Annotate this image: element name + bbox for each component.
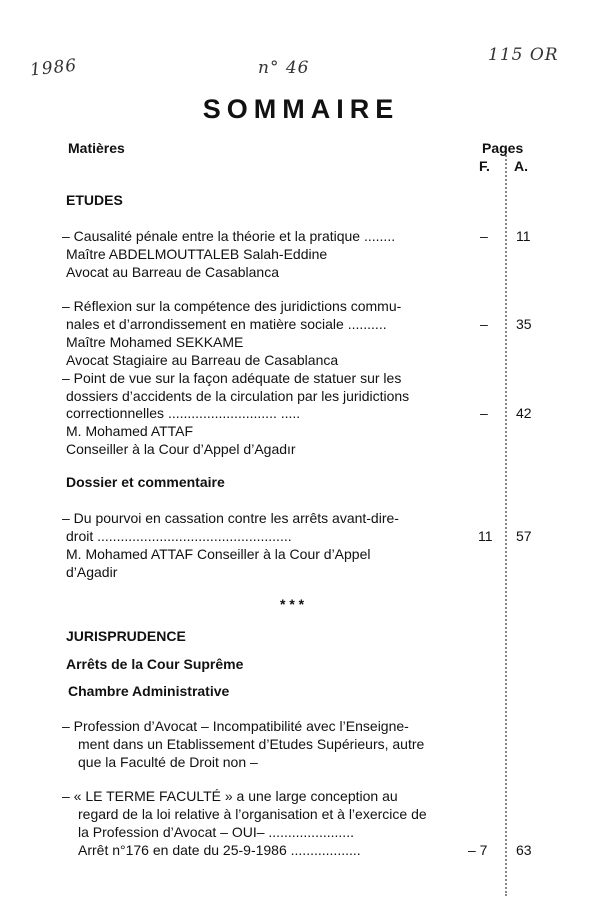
juris-block-2-line-1: – « LE TERME FACULTÉ » a une large conception au [62,788,398,804]
juris-page-f: – 7 [468,842,488,858]
juris-block-1-line-2: ment dans un Etablissement d’Etudes Supérieurs, autre [78,736,425,752]
dossier-page-a: 57 [516,528,532,544]
etudes-item-1-page-f: – [480,228,488,244]
etudes-item-2-line-3: Maître Mohamed SEKKAME [66,334,244,350]
dossier-page-f: 11 [478,528,493,544]
header-col-a: A. [514,158,528,174]
handwritten-issue-number: n° 46 [258,58,310,78]
etudes-item-3-line-5: Conseiller à la Cour d’Appel d’Agadır [66,441,296,457]
page-title: SOMMAIRE [202,94,400,124]
juris-block-2-line-4: Arrêt n°176 en date du 25-9-1986 .................. [78,842,361,858]
etudes-item-3-line-4: M. Mohamed ATTAF [66,423,194,439]
etudes-item-2-line-4: Avocat Stagiaire au Barreau de Casablanca [66,352,339,368]
etudes-item-3-page-f: – [480,405,488,421]
section-heading-etudes: ETUDES [66,192,123,208]
handwritten-reference: 115 OR [488,45,559,65]
etudes-item-3-line-2: dossiers d’accidents de la circulation par les juridictions [66,388,410,404]
header-matieres: Matières [68,140,125,156]
header-pages: Pages [482,140,524,156]
juris-block-2-line-2: regard de la loi relative à l’organisation et à l’exercice de [78,806,427,822]
etudes-item-3-line-1: – Point de vue sur la façon adéquate de statuer sur les [62,370,402,386]
etudes-item-2-line-1: – Réflexion sur la compétence des juridictions commu- [62,298,402,314]
etudes-item-1-line-1: – Causalité pénale entre la théorie et la pratique ........ [62,228,396,244]
etudes-item-1-line-3: Avocat au Barreau de Casablanca [66,264,279,280]
dossier-line-4: d’Agadir [66,564,118,580]
etudes-item-1-page-a: 11 [516,228,531,244]
section-heading-dossier: Dossier et commentaire [66,474,225,490]
juris-block-2-line-3: la Profession d’Avocat – OUI– ...................... [78,824,354,840]
etudes-item-2-page-f: – [480,316,488,332]
etudes-item-3-page-a: 42 [516,405,532,421]
subheading-cour-supreme: Arrêts de la Cour Suprême [66,656,244,672]
juris-page-a: 63 [516,842,532,858]
dossier-line-3: M. Mohamed ATTAF Conseiller à la Cour d’Appel [66,546,371,562]
section-separator: * * * [280,596,305,612]
etudes-item-3-line-3: correctionnelles ............................ ..... [66,405,301,421]
section-heading-jurisprudence: JURISPRUDENCE [66,628,186,644]
etudes-item-1-line-2: Maître ABDELMOUTTALEB Salah-Eddine [66,246,328,262]
etudes-item-2-line-2: nales et d’arrondissement en matière sociale .......... [66,316,387,332]
dossier-line-1: – Du pourvoi en cassation contre les arrêts avant-dire- [62,510,399,526]
subheading-chambre-administrative: Chambre Administrative [68,683,230,699]
juris-block-1-line-3: que la Faculté de Droit non – [78,754,258,770]
column-divider [505,148,507,896]
handwritten-year: 1986 [29,55,79,81]
etudes-item-2-page-a: 35 [516,316,532,332]
header-col-f: F. [479,158,490,174]
juris-block-1-line-1: – Profession d’Avocat – Incompatibilité avec l’Enseigne- [62,718,409,734]
dossier-line-2: droit .................................................. [66,528,292,544]
